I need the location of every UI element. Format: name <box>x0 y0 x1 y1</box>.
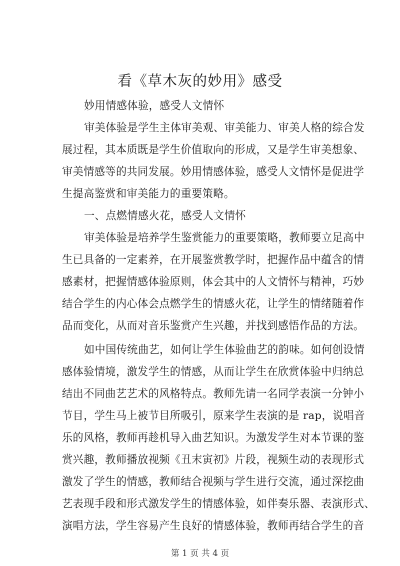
text-line: 审美体验是培养学生鉴赏能力的重要策略，教师要立足高中 <box>84 232 365 244</box>
text-line: 节目，学生马上被节目所吸引，原来学生表演的是 rap，说唱音 <box>62 410 365 422</box>
text-line: 赏兴趣，教师播放视频《丑末寅初》片段，视频生动的表现形式 <box>62 454 365 466</box>
subtitle-line: 妙用情感体验，感受人文情怀 <box>84 100 225 112</box>
text-line: 如中国传统曲艺，如何让学生体验曲艺的韵味。如何创设情 <box>84 344 365 356</box>
text-line: 艺表现手段和形式激发学生的情感体验，如伴奏乐器、表演形式、 <box>62 498 376 510</box>
text-line: 演唱方法，学生容易产生良好的情感体验，教师再结合学生的音 <box>62 520 365 532</box>
page-number: 第 1 页 共 4 页 <box>170 549 230 559</box>
text-line: 乐的风格，教师再趁机导入曲艺知识。为激发学生对本节课的鉴 <box>62 432 365 444</box>
text-line: 感素材，把握情感体验原则，体会其中的人文情怀与精神，巧妙 <box>62 276 365 288</box>
text-line: 生提高鉴赏和审美能力的重要策略。 <box>62 188 235 200</box>
text-line: 结合学生的内心体会点燃学生的情感火花，让学生的情绪随着作 <box>62 298 365 310</box>
text-line: 审美情感等的共同发展。妙用情感体验，感受人文情怀是促进学 <box>62 166 365 178</box>
page-title: 看《草木灰的妙用》感受 <box>117 74 283 90</box>
text-line: 激发了学生的情感，教师结合视频与学生进行交流，通过深挖曲 <box>62 476 365 488</box>
text-line: 生已具备的一定素养，在开展鉴赏教学时，把握作品中蕴含的情 <box>62 254 365 266</box>
text-line: 品而变化，从而对音乐鉴赏产生兴趣，并找到感悟作品的方法。 <box>62 320 365 332</box>
text-line: 结出不同曲艺艺术的风格特点。教师先请一名同学表演一分钟小 <box>62 388 365 400</box>
text-line: 感体验情境，激发学生的情感，从而让学生在欣赏体验中归纳总 <box>62 366 365 378</box>
section-heading: 一、点燃情感火花，感受人文情怀 <box>84 210 246 222</box>
text-line: 审美体验是学生主体审美观、审美能力、审美人格的综合发 <box>84 122 365 134</box>
text-line: 展过程，其本质既是学生价值取向的形成，又是学生审美想象、 <box>62 144 365 156</box>
